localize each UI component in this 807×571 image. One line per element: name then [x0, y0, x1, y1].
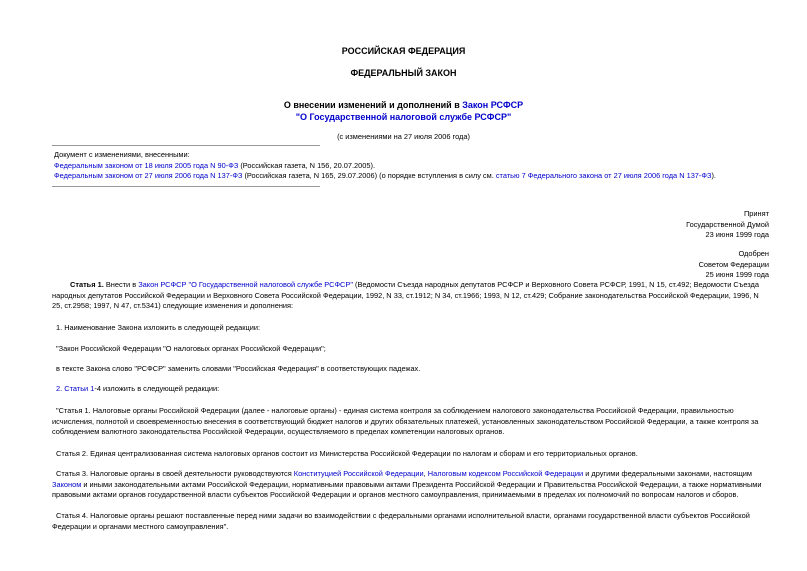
article-1-label: Статья 1. — [70, 280, 104, 289]
country-heading: РОССИЙСКАЯ ФЕДЕРАЦИЯ — [341, 46, 466, 56]
title-prefix: О внесении изменений и дополнений в — [283, 100, 463, 110]
approved-line-2: Советом Федерации — [698, 259, 769, 269]
article-1 — [52, 280, 770, 312]
article-3-sep: , — [423, 469, 428, 478]
paragraph-article-2-new: Статья 2. Единая централизованная система налоговых органов состоит из Министерства Российской Федерации по налогам и сборам и его территориальных органов. — [56, 449, 638, 458]
changes-intro: Документ с изменениями, внесенными: — [54, 150, 190, 159]
change-item-1-text: (Российская газета, N 156, 20.07.2005). — [238, 160, 376, 170]
paragraph-2: "Закон Российской Федерации "О налоговых органах Российской Федерации"; — [56, 344, 326, 353]
divider-top — [52, 145, 320, 146]
item-2-link[interactable]: 2. — [56, 384, 63, 393]
paragraph-article-4-new: Статья 4. Налоговые органы решают поставленные перед ними задачи во взаимодействии с федеральными органами исполнительной власти, органами государственной власти субъектов Российской Федерации и органами местного самоуправления". — [52, 511, 750, 531]
article-1-law-link[interactable]: Закон РСФСР "О Государственной налоговой службе РСФСР" — [138, 280, 353, 289]
adopted-line-3: 23 июня 1999 года — [705, 230, 769, 240]
title-link-law[interactable]: Закон РСФСР — [462, 100, 524, 110]
tax-code-link[interactable]: Налоговым кодексом Российской Федерации — [427, 469, 584, 478]
paragraph-4 — [56, 384, 774, 395]
change-link-article7[interactable]: статью 7 Федерального закона от 27 июля 2006 года N 137-ФЗ — [495, 171, 712, 181]
changes-item-1 — [54, 161, 794, 172]
paragraph-article-1-new: "Статья 1. Налоговые органы Российской Федерации (далее - налоговые органы) - единая система контроля за соблюдением налогового законодательства Российской Федерации, правильностью исчисления, полнотой и своевременностью внесения в соответствующий бюджет налогов и других обязательных платежей, установленных законодательством Российской Федерации, а также контроля за соблюдением валютного законодательства Российской Федерации, осуществляемого в пределах компетенции налоговых органов. — [52, 406, 759, 437]
article-1-text-a: Внести в — [103, 280, 139, 289]
law-title — [0, 99, 807, 123]
change-item-2-text: (Российская газета, N 165, 29.07.2006) (о порядке вступления в силу см. — [242, 171, 496, 181]
title-link-service[interactable]: "О Государственной налоговой службе РСФСР" — [295, 112, 512, 122]
paragraph-article-3-new — [52, 469, 770, 501]
adopted-line-2: Государственной Думой — [686, 219, 769, 229]
approved-line-3: 25 июня 1999 года — [705, 270, 769, 280]
change-link-90fz[interactable]: Федеральным законом от 18 июля 2005 года N 90-ФЗ — [54, 160, 239, 170]
adopted-block — [686, 209, 769, 241]
paragraph-3: в тексте Закона слово "РСФСР" заменить словами "Российская Федерация" в соответствующих падежах. — [56, 364, 421, 373]
this-law-link[interactable]: Законом — [52, 479, 82, 489]
paragraph-1: 1. Наименование Закона изложить в следующей редакции: — [56, 323, 260, 332]
approved-line-1: Одобрен — [738, 249, 769, 258]
changes-item-2 — [54, 171, 794, 182]
edition-note: (с изменениями на 27 июля 2006 года) — [337, 132, 470, 141]
constitution-link[interactable]: Конституцией Российской Федерации — [293, 469, 424, 478]
paragraph-4-text: -4 изложить в следующей редакции: — [94, 384, 220, 393]
changes-block — [54, 150, 794, 182]
divider-bottom — [52, 186, 320, 187]
articles-1-link[interactable]: Статьи 1 — [64, 384, 95, 393]
approved-block — [699, 249, 769, 281]
adopted-line-1: Принят — [743, 209, 769, 218]
article-3-text-b: и другими федеральными законами, настоящим — [583, 469, 753, 478]
law-type-heading: ФЕДЕРАЛЬНЫЙ ЗАКОН — [350, 68, 457, 78]
change-link-137fz[interactable]: Федеральным законом от 27 июля 2006 года N 137-ФЗ — [54, 171, 243, 181]
article-1-text-b: (Ведомости Съезда народных депутатов РСФСР и Верховного Совета РСФСР, 1991, N 15, ст.492; Ведомости Съезда народных депутатов Российской Федерации и Верховного Совета Российской Федерации, 1992, N 33, ст.1912; N 34, ст.1966; 1993, N 12, ст.429; Собрание законодательства Российской Федерации, 1996, N 25, ст.2958; 1997, N 47, ст.5341) следующие изменения и дополнения: — [52, 280, 759, 311]
article-3-text-a: Статья 3. Налоговые органы в своей деятельности руководствуются — [56, 469, 294, 478]
change-item-2-end: ). — [711, 171, 716, 181]
article-3-text-c: и иными законодательными актами Российской Федерации, нормативными правовыми актами Президента Российской Федерации и Правительства Российской Федерации, а также нормативными правовыми актами органов государственной власти субъектов Российской Федерации и органов местного самоуправления, принимаемыми в пределах их полномочий по вопросам налогов и сборов. — [52, 479, 762, 500]
